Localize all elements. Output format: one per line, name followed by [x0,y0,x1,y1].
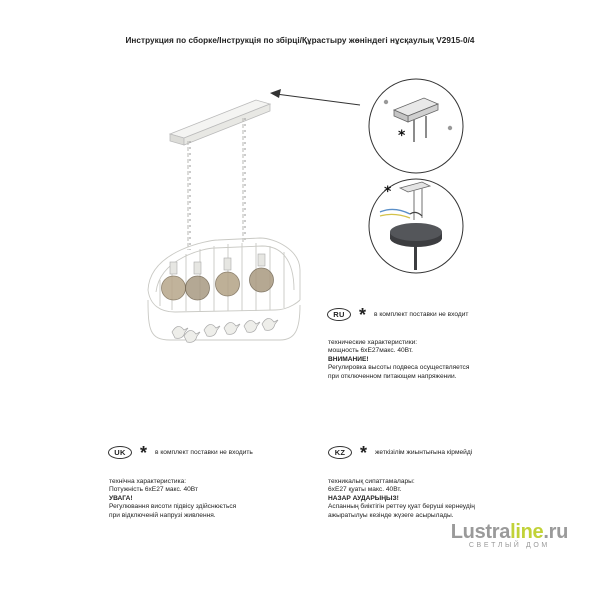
ru-warning-title: ВНИМАНИЕ! [328,355,369,363]
logo-part-line: line [510,521,544,543]
canopy-wiring-detail [366,176,466,276]
uk-spec-power: Потужність 6хЕ27 макс. 40Вт [109,486,199,494]
kz-specs-block [328,478,475,520]
ru-warning-line-1: Регулировка высоты подвеса осуществляется [328,364,470,372]
uk-spec-header: технічна характеристика: [109,478,187,485]
ru-star-symbol: * [359,304,367,325]
kz-language-badge: KZ [328,446,352,459]
detail-star-a: * [398,128,406,144]
kz-warning-title: НАЗАР АУДАРЫҢЫЗ! [328,494,399,502]
ru-spec-power: мощность 6хЕ27макс. 40Вт. [328,347,413,355]
uk-note-row [108,442,253,463]
light-bulbs [162,254,274,300]
ceiling-mount-bar [170,100,270,145]
ru-language-badge: RU [327,308,351,321]
kz-note-row [328,442,473,463]
kz-spec-power: 6хЕ27 қуаты макс. 40Вт. [328,486,402,494]
kz-spec-header: техникалық сипаттамалары: [328,478,415,485]
kz-warning-line-1: Аспанның биіктігін реттеу қуат беруші кернеудің [328,503,475,511]
logo-part-lustra: Lustra [450,521,511,543]
uk-warning-title: УВАГА! [109,494,133,502]
logo-part-ru: .ru [543,521,568,543]
uk-language-badge: UK [108,446,132,459]
logo-wordmark [451,521,568,544]
ru-specs-block [328,339,469,381]
lustraline-logo [451,521,568,549]
uk-specs-block [109,478,236,520]
uk-warning-line-2: при відключеній напрузі живлення. [109,511,216,519]
document-title: Инструкция по сборке/Інструкція по збірці/Құрастыру жөніндегі нұсқаулық V2915-0/4 [125,36,475,45]
uk-warning-line-1: Регулювання висоти підвісу здійснюється [109,503,237,511]
ru-spec-header: технические характеристики: [328,339,418,346]
decorative-birds [172,318,278,342]
kz-not-included-note: жеткізілім жиынтығына кірмейді [375,449,473,456]
kz-star-symbol: * [360,442,368,463]
detail-pointer-arrow [270,89,360,105]
kz-warning-line-2: ажыратылуы кезінде жүзеге асырылады. [328,511,454,519]
uk-star-symbol: * [140,442,148,463]
ru-not-included-note: в комплект поставки не входит [374,311,469,318]
logo-subtitle: СВЕТЛЫЙ ДОМ [468,542,550,549]
uk-not-included-note: в комплект поставки не входить [155,449,253,456]
mounting-bracket-detail [366,76,466,176]
detail-star-b: * [384,184,392,200]
ru-note-row [327,304,469,325]
ru-warning-line-2: при отключенном питающем напряжении. [328,372,457,380]
